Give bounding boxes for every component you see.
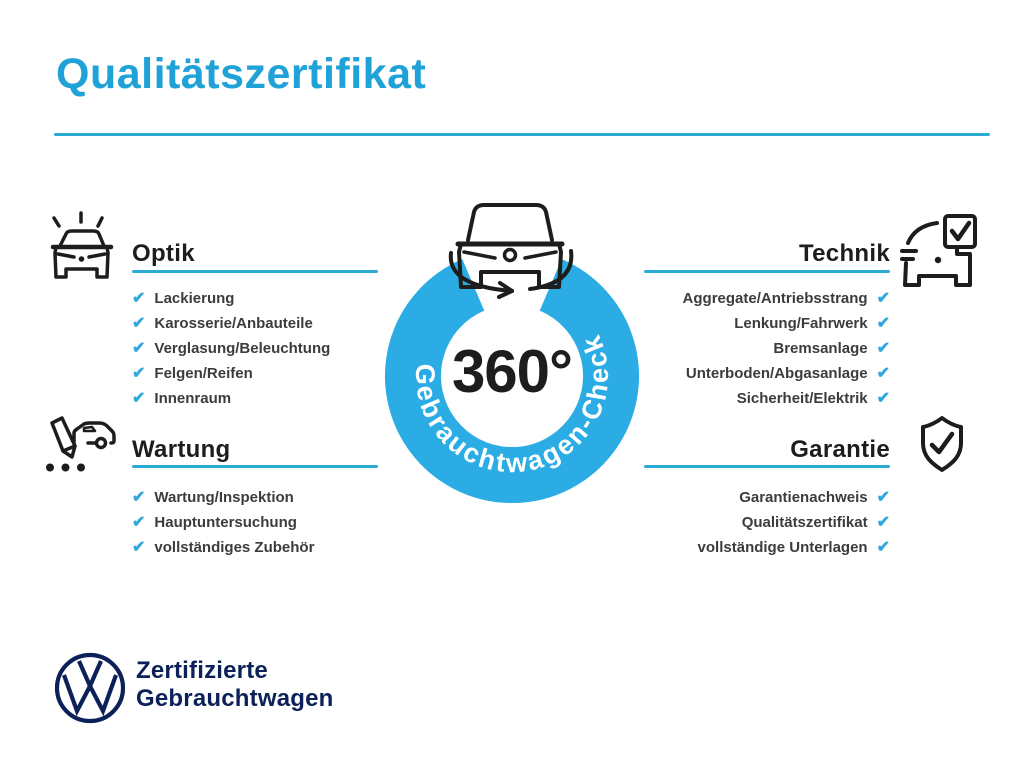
brand-wordmark xyxy=(136,657,334,713)
check-icon: ✔ xyxy=(132,289,146,307)
check-icon: ✔ xyxy=(876,513,890,531)
page-title: Qualitätszertifikat xyxy=(56,50,427,98)
section-underline xyxy=(132,465,378,468)
section-title-wartung: Wartung xyxy=(132,436,231,463)
check-icon: ✔ xyxy=(876,389,890,407)
brand-wordmark-line1: Zertifizierte xyxy=(136,657,268,684)
warranty-shield-icon xyxy=(915,412,975,487)
section-underline xyxy=(132,270,378,273)
check-icon: ✔ xyxy=(132,513,146,531)
check-icon: ✔ xyxy=(132,488,146,506)
checklist-item xyxy=(132,510,314,535)
checklist-item-label: Innenraum xyxy=(154,390,232,407)
check-icon: ✔ xyxy=(876,314,890,332)
check-icon: ✔ xyxy=(876,339,890,357)
checklist-item-label: vollständiges Zubehör xyxy=(154,539,315,556)
car-check-icon xyxy=(895,205,995,300)
degrees-label: 360° xyxy=(451,338,573,405)
checklist-technik xyxy=(683,286,890,411)
checklist-item xyxy=(683,286,890,311)
checklist-item-label: Qualitätszertifikat xyxy=(741,514,868,531)
checklist-garantie xyxy=(698,485,890,560)
checklist-item xyxy=(132,286,330,311)
checklist-wartung xyxy=(132,485,314,560)
checklist-optik xyxy=(132,286,330,411)
checklist-item xyxy=(737,386,890,411)
checklist-item-label: Wartung/Inspektion xyxy=(154,489,294,506)
checklist-item xyxy=(742,510,890,535)
header-divider xyxy=(54,133,990,136)
check-icon: ✔ xyxy=(876,289,890,307)
rotating-car-icon xyxy=(451,205,572,297)
section-underline xyxy=(644,465,890,468)
checklist-item xyxy=(132,311,330,336)
checklist-item xyxy=(132,485,314,510)
360-check-badge xyxy=(357,185,667,525)
checklist-item-label: Sicherheit/Elektrik xyxy=(736,390,868,407)
checklist-item xyxy=(686,361,890,386)
checklist-item xyxy=(739,485,890,510)
checklist-item-label: Unterboden/Abgasanlage xyxy=(685,365,868,382)
checklist-item-label: Bremsanlage xyxy=(773,340,868,357)
check-icon: ✔ xyxy=(132,538,146,556)
checklist-item-label: Felgen/Reifen xyxy=(154,365,253,382)
checklist-item xyxy=(132,386,330,411)
checklist-item xyxy=(132,361,330,386)
checklist-item-label: Aggregate/Antriebsstrang xyxy=(682,290,868,307)
brand-wordmark-line2: Gebrauchtwagen xyxy=(136,685,334,712)
check-icon: ✔ xyxy=(132,364,146,382)
checklist-item-label: Lackierung xyxy=(154,290,235,307)
check-icon: ✔ xyxy=(876,538,890,556)
ring-label: Gebrauchtwagen-Check xyxy=(409,329,615,479)
service-checklist-icon xyxy=(40,412,125,492)
checklist-item-label: Garantienachweis xyxy=(739,489,868,506)
clean-car-icon xyxy=(42,208,122,303)
section-title-technik: Technik xyxy=(798,240,890,267)
check-icon: ✔ xyxy=(876,364,890,382)
section-underline xyxy=(644,270,890,273)
checklist-item xyxy=(773,336,890,361)
check-icon: ✔ xyxy=(132,389,146,407)
checklist-item-label: Lenkung/Fahrwerk xyxy=(734,315,868,332)
checklist-item-label: Verglasung/Beleuchtung xyxy=(154,340,331,357)
checklist-item-label: vollständige Unterlagen xyxy=(697,539,868,556)
check-icon: ✔ xyxy=(876,488,890,506)
check-icon: ✔ xyxy=(132,339,146,357)
checklist-item xyxy=(698,535,890,560)
vw-logo-icon xyxy=(52,650,128,731)
section-title-garantie: Garantie xyxy=(790,436,890,463)
checklist-item-label: Karosserie/Anbauteile xyxy=(154,315,313,332)
checklist-item xyxy=(734,311,890,336)
section-title-optik: Optik xyxy=(132,240,195,267)
check-icon: ✔ xyxy=(132,314,146,332)
checklist-item-label: Hauptuntersuchung xyxy=(154,514,297,531)
checklist-item xyxy=(132,336,330,361)
checklist-item xyxy=(132,535,314,560)
